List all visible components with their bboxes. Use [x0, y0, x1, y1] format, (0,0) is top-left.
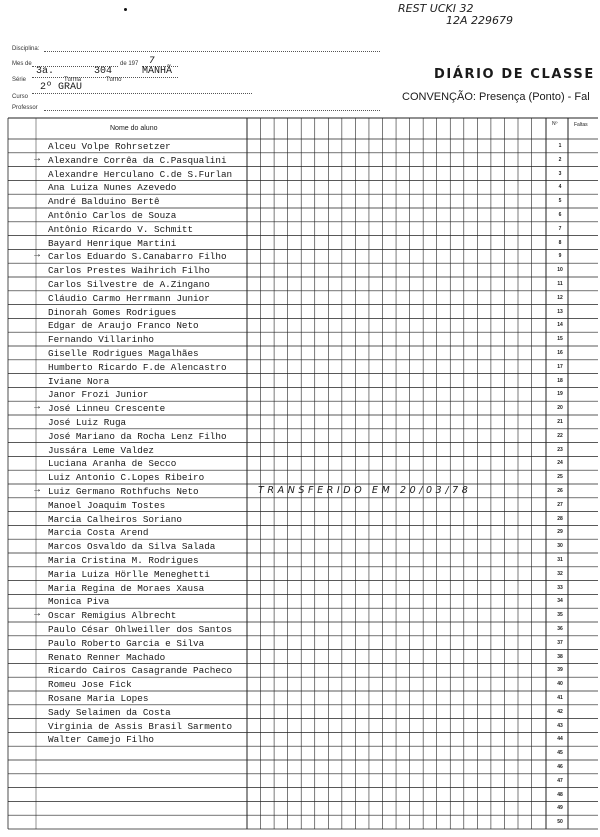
row-number: 25 — [557, 474, 563, 481]
student-name: Iviane Nora — [48, 375, 110, 387]
faltas-column-header: Faltas — [574, 122, 588, 128]
name-column-header: Nome do aluno — [110, 125, 158, 132]
student-name: José Linneu Crescente — [48, 403, 166, 415]
student-name: José Luiz Ruga — [48, 417, 127, 428]
row-number: 41 — [557, 695, 563, 701]
arrow-mark-icon: → — [34, 609, 41, 621]
row-number: 46 — [557, 764, 563, 770]
student-name: Virginia de Assis Brasil Sarmento — [48, 720, 233, 732]
student-name: Manoel Joaquim Tostes — [48, 499, 166, 511]
row-number: 13 — [557, 308, 563, 315]
row-number: 10 — [557, 267, 563, 274]
row-number: 17 — [557, 363, 563, 370]
row-number: 49 — [557, 805, 563, 812]
row-number: 27 — [557, 501, 563, 508]
student-name: Maria Cristina M. Rodrigues — [48, 555, 199, 566]
row-number: 29 — [557, 529, 563, 536]
student-name: Alceu Volpe Rohrsetzer — [48, 141, 171, 152]
row-number: 2 — [558, 156, 562, 163]
arrow-mark-icon: → — [34, 402, 41, 414]
transfer-note: TRANSFERIDO EM 20/03/78 — [258, 485, 472, 496]
student-name: Luciana Aranha de Secco — [48, 458, 177, 470]
student-name: Edgar de Araujo Franco Neto — [48, 320, 199, 332]
student-name: Marcia Calheiros Soriano — [48, 513, 182, 525]
row-number: 21 — [557, 419, 563, 425]
row-number: 37 — [557, 639, 563, 646]
turno-label: Turno — [106, 77, 122, 83]
row-number: 6 — [558, 212, 562, 218]
row-number: 22 — [557, 432, 563, 439]
row-number: 33 — [557, 584, 563, 591]
row-number: 45 — [557, 750, 563, 757]
student-name: Alexandre Corrêa da C.Pasqualini — [48, 154, 227, 166]
arrow-mark-icon: → — [34, 153, 41, 165]
student-name: Bayard Henrique Martini — [48, 237, 177, 249]
student-name: Jussára Leme Valdez — [48, 444, 155, 456]
student-name: Luiz Germano Rothfuchs Neto — [48, 486, 199, 497]
turma-value: 304 — [94, 66, 113, 77]
row-number: 24 — [557, 460, 563, 467]
row-number: 48 — [557, 791, 563, 798]
student-name: Carlos Eduardo S.Canabarro Filho — [48, 251, 227, 263]
row-number: 8 — [558, 239, 562, 246]
curso-value: 2º GRAU — [40, 82, 83, 93]
student-name: José Mariano da Rocha Lenz Filho — [48, 430, 227, 442]
row-number: 34 — [557, 598, 563, 605]
row-number: 32 — [557, 570, 563, 577]
student-name: Paulo César Ohlweiller dos Santos — [48, 624, 233, 635]
row-number: 11 — [557, 281, 563, 287]
student-name: Paulo Roberto Garcia e Silva — [48, 637, 205, 649]
student-name: Romeu Jose Fick — [48, 679, 132, 691]
student-name: Renato Renner Machado — [48, 651, 166, 663]
row-number: 50 — [557, 819, 563, 826]
row-number: 43 — [557, 722, 563, 729]
curso-label: Curso — [12, 94, 29, 100]
row-number: 7 — [558, 225, 562, 232]
row-number: 5 — [558, 198, 562, 205]
row-number: 15 — [557, 336, 563, 343]
row-number: 47 — [557, 777, 563, 784]
row-number: 12 — [557, 294, 563, 301]
student-name: Oscar Remigius Albrecht — [48, 610, 177, 622]
disciplina-label: Disciplina: — [12, 46, 40, 52]
row-number: 39 — [557, 667, 563, 674]
convention-legend: CONVENÇÃO: Presença (Ponto) - Fal — [402, 91, 590, 103]
row-number: 42 — [557, 708, 563, 715]
page-title: DIÁRIO DE CLASSE — [434, 67, 595, 82]
year-label: de 197 — [120, 61, 139, 67]
turno-value: MANHÃ — [142, 66, 173, 77]
year-value: 7 — [149, 56, 155, 66]
student-name: André Balduino Bertê — [48, 196, 160, 208]
row-number: 14 — [557, 322, 563, 329]
arrow-mark-icon: → — [34, 485, 41, 496]
row-number: 38 — [557, 653, 563, 660]
row-number: 18 — [557, 377, 563, 384]
row-number: 31 — [557, 557, 563, 563]
student-name: Carlos Prestes Waihrich Filho — [48, 265, 210, 277]
student-name: Giselle Rodrigues Magalhães — [48, 348, 199, 359]
student-name: Maria Luiza Hörlle Meneghetti — [48, 568, 210, 580]
student-name: Humberto Ricardo F.de Alencastro — [48, 361, 227, 373]
student-name: Marcia Costa Arend — [48, 527, 149, 539]
serie-value: 3a. — [36, 66, 55, 77]
row-number: 36 — [557, 626, 563, 632]
student-name: Antônio Carlos de Souza — [48, 210, 177, 221]
arrow-mark-icon: → — [34, 250, 41, 262]
professor-label: Professor — [12, 105, 38, 111]
student-name: Janor Frozi Junior — [48, 389, 149, 401]
row-number: 9 — [558, 253, 562, 260]
student-name: Ricardo Cairos Casagrande Pacheco — [48, 665, 233, 677]
row-number: 3 — [558, 170, 562, 177]
number-column-header: Nº — [552, 121, 558, 127]
row-number: 26 — [557, 488, 563, 494]
handwritten-annotation-line2: 12A 229679 — [446, 14, 514, 27]
student-name: Rosane Maria Lopes — [48, 693, 149, 704]
student-name: Fernando Villarinho — [48, 334, 155, 346]
row-number: 20 — [557, 405, 563, 412]
student-name: Dinorah Gomes Rodrigues — [48, 306, 177, 318]
student-name: Cláudio Carmo Herrmann Junior — [48, 292, 210, 304]
student-name: Walter Camejo Filho — [48, 734, 155, 746]
handwritten-annotation-line1: REST UCKI 32 — [398, 2, 474, 15]
row-number: 23 — [557, 446, 563, 453]
student-name: Maria Regina de Moraes Xausa — [48, 582, 205, 594]
serie-label: Série — [12, 77, 27, 83]
row-number: 35 — [557, 612, 563, 619]
student-name: Carlos Silvestre de A.Zingano — [48, 279, 210, 290]
mes-label: Mes de — [12, 61, 32, 67]
row-number: 44 — [557, 736, 563, 743]
student-name: Ana Luiza Nunes Azevedo — [48, 182, 177, 194]
row-number: 28 — [557, 515, 563, 522]
student-name: Sady Selaimen da Costa — [48, 706, 171, 718]
student-name: Luiz Antonio C.Lopes Ribeiro — [48, 472, 205, 484]
row-number: 40 — [557, 681, 563, 688]
row-number: 16 — [557, 350, 563, 356]
row-number: 19 — [557, 391, 563, 398]
student-name: Monica Piva — [48, 596, 110, 608]
row-number: 30 — [557, 543, 563, 550]
student-name: Antônio Ricardo V. Schmitt — [48, 223, 194, 235]
student-name: Alexandre Herculano C.de S.Furlan — [48, 168, 233, 180]
row-number: 4 — [558, 184, 562, 191]
row-number: 1 — [558, 143, 562, 149]
turma-label: Turma — [64, 77, 82, 83]
student-name: Marcos Osvaldo da Silva Salada — [48, 541, 216, 553]
